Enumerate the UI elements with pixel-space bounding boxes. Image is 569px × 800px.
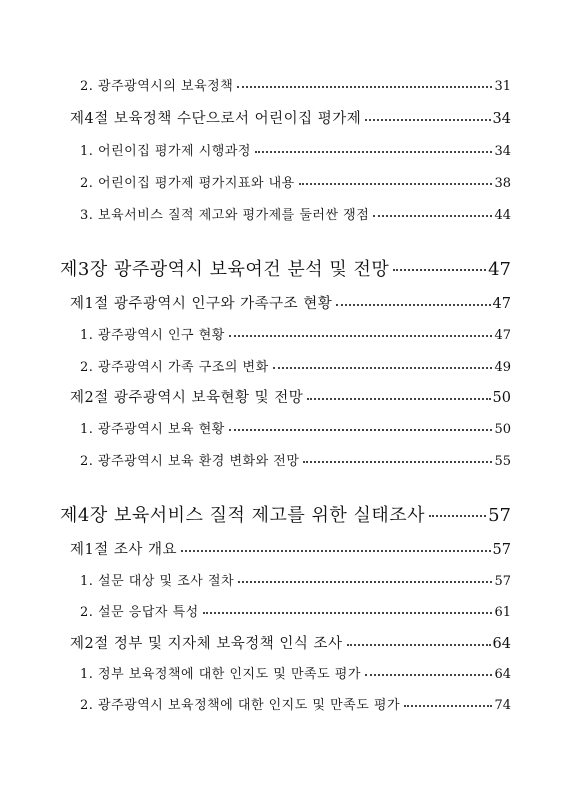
- toc-entry-page: 47: [494, 328, 511, 343]
- dot-leader: [365, 674, 493, 676]
- toc-entry[interactable]: [80, 694, 511, 713]
- dot-leader: [404, 705, 492, 707]
- toc-entry-title: 1. 광주광역시 보육 현황: [80, 422, 225, 437]
- toc-entry-page: 49: [494, 360, 511, 375]
- toc-entry-page: 34: [494, 144, 511, 159]
- dot-leader: [336, 304, 490, 306]
- toc-entry[interactable]: [70, 386, 511, 407]
- toc-entry[interactable]: [80, 172, 511, 191]
- toc-entry-title: 제1절 광주광역시 인구와 가족구조 현황: [70, 296, 333, 312]
- toc-entry-page: 47: [488, 259, 511, 280]
- toc-entry-title: 제3장 광주광역시 보육여건 분석 및 전망: [60, 259, 390, 280]
- toc-entry[interactable]: [70, 107, 511, 128]
- toc-entry[interactable]: [80, 204, 511, 223]
- toc-entry-title: 2. 광주광역시 보육정책에 대한 인지도 및 만족도 평가: [80, 698, 401, 713]
- dot-leader: [373, 215, 492, 217]
- toc-entry[interactable]: [80, 356, 511, 375]
- dot-leader: [429, 515, 486, 517]
- toc-entry-title: 3. 보육서비스 질적 제고와 평가제를 둘러싼 쟁점: [80, 208, 370, 223]
- dot-leader: [255, 151, 493, 153]
- toc-entry-title: 2. 광주광역시 가족 구조의 변화: [80, 360, 269, 375]
- toc-entry-page: 74: [494, 698, 511, 713]
- dot-leader: [299, 183, 493, 185]
- toc-entry[interactable]: [80, 418, 511, 437]
- toc-entry-title: 1. 정부 보육정책에 대한 인지도 및 만족도 평가: [80, 667, 361, 682]
- toc-entry-title: 1. 광주광역시 인구 현황: [80, 328, 225, 343]
- toc-entry[interactable]: [80, 324, 511, 343]
- toc-entry-title: 2. 광주광역시 보육 환경 변화와 전망: [80, 454, 300, 469]
- dot-leader: [273, 367, 493, 369]
- toc-entry-title: 제1절 조사 개요: [70, 542, 177, 558]
- toc-entry[interactable]: [80, 140, 511, 159]
- toc-entry-page: 57: [492, 542, 511, 558]
- dot-leader: [181, 550, 491, 552]
- toc-entry-page: 55: [494, 454, 511, 469]
- toc-chapter-entry[interactable]: [60, 501, 511, 527]
- toc-entry-page: 50: [492, 390, 511, 406]
- toc-entry[interactable]: [80, 450, 511, 469]
- toc-entry-page: 47: [492, 296, 511, 312]
- toc-entry-title: 2. 설문 응답자 특성: [80, 605, 199, 620]
- toc-entry-title: 2. 어린이집 평가제 평가지표와 내용: [80, 176, 295, 191]
- dot-leader: [347, 644, 491, 646]
- toc-entry-page: 50: [494, 422, 511, 437]
- dot-leader: [229, 335, 493, 337]
- toc-chapter-entry[interactable]: [60, 255, 511, 281]
- toc-entry-title: 제2절 정부 및 지자체 보육정책 인식 조사: [70, 636, 343, 652]
- toc-entry-title: 1. 설문 대상 및 조사 절차: [80, 574, 235, 589]
- toc-entry-page: 64: [494, 667, 511, 682]
- toc-entry-title: 제2절 광주광역시 보육현황 및 전망: [70, 390, 304, 406]
- dot-leader: [307, 398, 490, 400]
- dot-leader: [393, 269, 486, 271]
- dot-leader: [365, 119, 490, 121]
- toc-entry-page: 31: [494, 79, 511, 94]
- toc-entry-page: 64: [492, 636, 511, 652]
- toc-entry-page: 38: [494, 176, 511, 191]
- dot-leader: [237, 86, 492, 88]
- toc-entry-page: 34: [492, 111, 511, 127]
- toc-entry-page: 57: [494, 574, 511, 589]
- toc-entry[interactable]: [80, 570, 511, 589]
- toc-entry-title: 제4장 보육서비스 질적 제고를 위한 실태조사: [60, 505, 426, 526]
- toc-entry[interactable]: [80, 601, 511, 620]
- dot-leader: [203, 612, 493, 614]
- dot-leader: [238, 581, 492, 583]
- dot-leader: [229, 429, 493, 431]
- toc-entry-title: 제4절 보육정책 수단으로서 어린이집 평가제: [70, 111, 362, 127]
- toc-entry[interactable]: [80, 663, 511, 682]
- toc-entry[interactable]: [70, 292, 511, 313]
- toc-entry-page: 57: [488, 505, 511, 526]
- toc-entry-page: 61: [494, 605, 511, 620]
- toc-entry-title: 1. 어린이집 평가제 시행과정: [80, 144, 251, 159]
- toc-entry[interactable]: [70, 538, 511, 559]
- dot-leader: [303, 461, 492, 463]
- toc-entry[interactable]: [80, 75, 511, 94]
- toc-entry[interactable]: [70, 632, 511, 653]
- toc-entry-title: 2. 광주광역시의 보육정책: [80, 79, 234, 94]
- toc-entry-page: 44: [494, 208, 511, 223]
